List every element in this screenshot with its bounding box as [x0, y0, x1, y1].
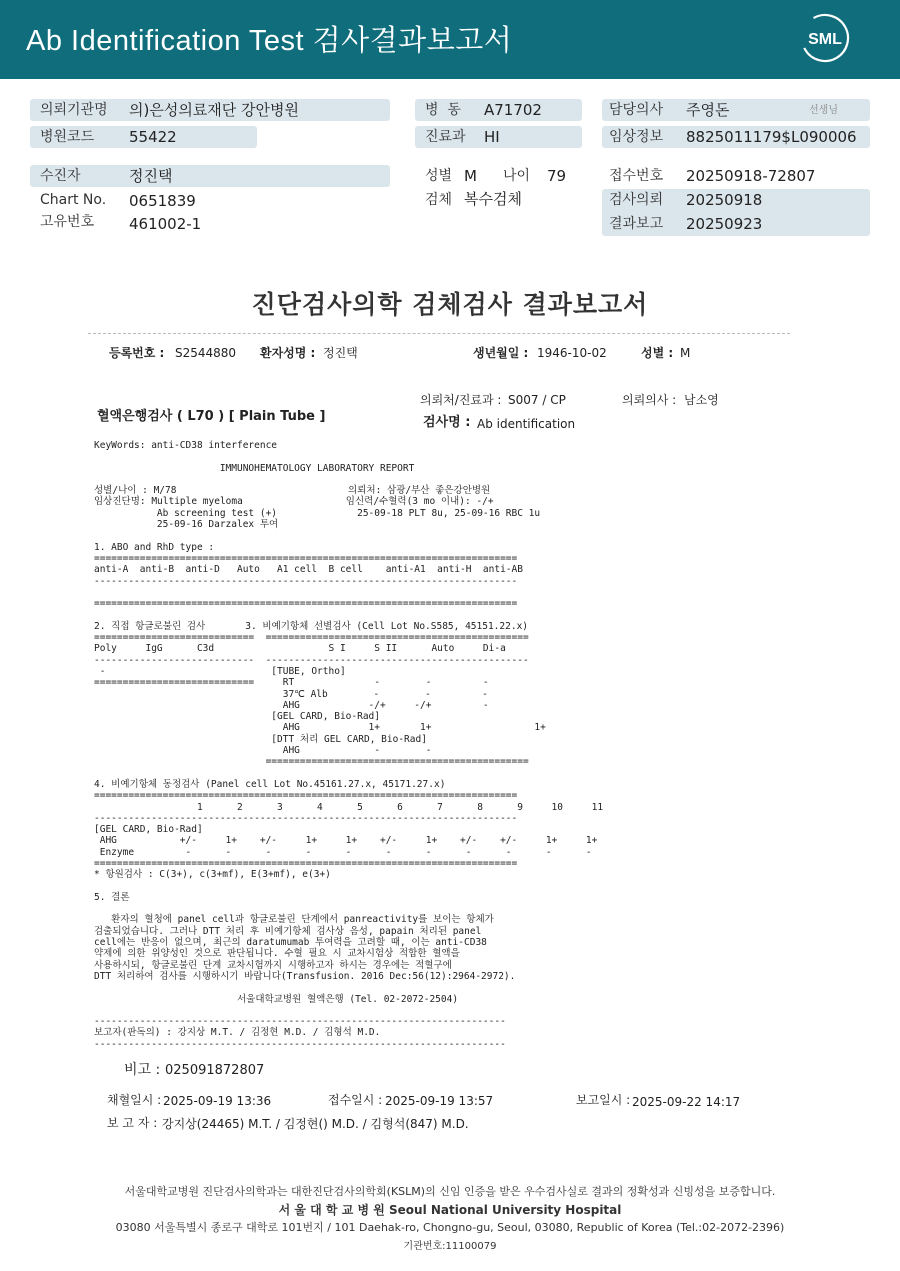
patient-row-bg	[30, 165, 390, 187]
title-divider	[88, 333, 790, 334]
collect-label: 채혈일시 :	[107, 1093, 162, 1107]
test-name: Ab identification	[477, 417, 576, 431]
sex-label: 성별	[425, 168, 453, 184]
specimen-label: 검체	[425, 192, 453, 208]
reg-value: S2544880	[175, 346, 237, 360]
remark-value: 025091872807	[165, 1063, 265, 1078]
logo-text: SML	[808, 31, 842, 48]
remark-label: 비고 :	[124, 1062, 161, 1078]
req-value: 20250918	[686, 191, 763, 209]
rsex-label: 성별 :	[641, 346, 674, 360]
footer-address: 03080 서울특별시 종로구 대학로 101번지 / 101 Daehak-ro, Chongno-gu, Seoul, 03080, Republic of Korea (Tel.:02-2072-2396)	[115, 1221, 785, 1234]
sml-logo-icon	[800, 13, 850, 63]
uid-label: 고유번호	[40, 214, 95, 230]
recv-label: 접수일시 :	[328, 1093, 383, 1107]
uid-value: 461002-1	[129, 215, 202, 233]
sex-value: M	[464, 167, 477, 185]
chart-label: Chart No.	[40, 192, 107, 208]
recv-value: 2025-09-19 13:57	[385, 1094, 494, 1108]
code-label: 병원코드	[40, 129, 95, 145]
rep-value: 2025-09-22 14:17	[632, 1095, 741, 1109]
patient-value: 정진택	[129, 167, 173, 185]
refer-label: 의뢰처/진료과 :	[420, 393, 502, 407]
reg-label: 등록번호 :	[109, 346, 165, 360]
header-bar	[0, 0, 900, 79]
clinic-label: 임상정보	[609, 129, 664, 145]
refdoc-label: 의뢰의사 :	[622, 393, 677, 407]
age-value: 79	[547, 167, 567, 185]
footer-certification: 서울대학교병원 진단검사의학과는 대한진단검사의학회(KSLM)의 신임 인증을 받은 우수검사실로 결과의 정확성과 신빙성을 보증합니다.	[124, 1185, 776, 1198]
report-title: 진단검사의학 검체검사 결과보고서	[251, 290, 649, 319]
dept-label: 진료과	[425, 129, 466, 145]
req-label: 검사의뢰	[609, 192, 664, 208]
rsex-value: M	[680, 346, 691, 360]
collect-value: 2025-09-19 13:36	[163, 1094, 272, 1108]
receipt-value: 20250918-72807	[686, 167, 816, 185]
ward-label: 병 동	[425, 102, 461, 118]
report-date-label: 결과보고	[609, 216, 664, 232]
name-label: 환자성명 :	[260, 346, 316, 360]
dob-label: 생년월일 :	[473, 346, 529, 360]
refer-value: S007 / CP	[508, 393, 566, 407]
page-title: Ab Identification Test 검사결과보고서	[26, 25, 513, 57]
inst-label: 의뢰기관명	[40, 102, 108, 118]
dob-value: 1946-10-02	[537, 346, 607, 360]
specimen-value: 복수검체	[464, 190, 522, 208]
reporter-label: 보 고 자 :	[107, 1116, 158, 1130]
name-value: 정진택	[323, 346, 358, 360]
clinic-value: 8825011179$L090006	[686, 128, 857, 146]
footer-hospital: 서 울 대 학 교 병 원 Seoul National University Hospital	[278, 1203, 622, 1217]
test-group: 혈액은행검사 ( L70 ) [ Plain Tube ]	[97, 409, 326, 424]
doctor-suffix: 선생님	[809, 105, 838, 116]
test-label: 검사명 :	[423, 415, 471, 430]
report-date-value: 20250923	[686, 215, 763, 233]
footer-org-code: 기관번호:11100079	[403, 1241, 497, 1252]
chart-value: 0651839	[129, 192, 196, 210]
receipt-label: 접수번호	[609, 168, 664, 184]
ward-value: A71702	[484, 101, 542, 119]
doctor-label: 담당의사	[609, 102, 664, 118]
inst-value: 의)은성의료재단 강안병원	[129, 101, 300, 119]
refdoc-value: 남소영	[684, 393, 719, 407]
rep-label: 보고일시 :	[576, 1093, 631, 1107]
dept-value: HI	[484, 128, 500, 146]
doctor-value: 주영돈	[686, 101, 730, 119]
lab-report-body: KeyWords: anti-CD38 interference IMMUNOHEMATOLOGY LABORATORY REPORT 성별/나이 : M/78 의뢰처: 삼광/부산 좋은강안병원 임상진단명: Multiple myeloma 임신력/수혈력(3 mo 이내): -/+ Ab screening test (+) 25-09-18 PLT 8u, 25-09-16 RBC 1u 25-09-16 Darzalex 투여 1. ABO and RhD type : ========================================================================== anti-A anti-B anti-D Auto A1 cell B cell anti-A1 anti-H anti-AB -------------------------------------------------------------------------- ========================================================================== 2. 직접 항글로불린 검사 3. 비예기항체 선별검사 (Cell Lot No.S585, 45151.22.x) ============================ ============================================== Poly IgG C3d S I S II Auto Di-a ---------------------------- ---------------------------------------------- - [TUBE, Ortho] ============================ RT - - - 37℃ Alb - - - AHG -/+ -/+ - [GEL CARD, Bio-Rad] AHG 1+ 1+ 1+ [DTT 처리 GEL CARD, Bio-Rad] AHG - - ============================================== 4. 비예기항체 동정검사 (Panel cell Lot No.45161.27.x, 45171.27.x) ========================================================================== 1 2 3 4 5 6 7 8 9 10 11 -------------------------------------------------------------------------- [GEL CARD, Bio-Rad] AHG +/- 1+ +/- 1+ 1+ +/- 1+ +/- +/- 1+ 1+ Enzyme - - - - - - - - - - - ========================================================================== * 항원검사 : C(3+), c(3+mf), E(3+mf), e(3+) 5. 결론 환자의 혈청에 panel cell과 항글로불린 단계에서 panreactivity를 보이는 항체가 검출되었습니다. 그러나 DTT 처리 후 비예기항체 검사상 음성, papain 처리된 panel cell에는 반응이 없으며, 최근의 daratumumab 투여력을 고려할 때, 이는 anti-CD38 약제에 의한 위양성인 것으로 판단됩니다. 수혈 필요 시 교차시험상 적합한 혈액을 사용하시되, 항글로불린 단계 교차시험까지 시행하고자 하시는 경우에는 적혈구에 DTT 처리하여 검사를 시행하시기 바랍니다(Transfusion. 2016 Dec:56(12):2964-2972). 서울대학교병원 혈액은행 (Tel. 02-2072-2504) ------------------------------------------------------------------------ 보고자(판독의) : 강지상 M.T. / 김정현 M.D. / 김형석 M.D. ------------------------------------------------------------------------	[94, 440, 604, 1050]
age-label: 나이	[503, 168, 531, 184]
patient-label: 수진자	[40, 168, 81, 184]
code-value: 55422	[129, 128, 177, 146]
reporter-value: 강지상(24465) M.T. / 김정현() M.D. / 김형석(847) M.D.	[162, 1117, 469, 1131]
